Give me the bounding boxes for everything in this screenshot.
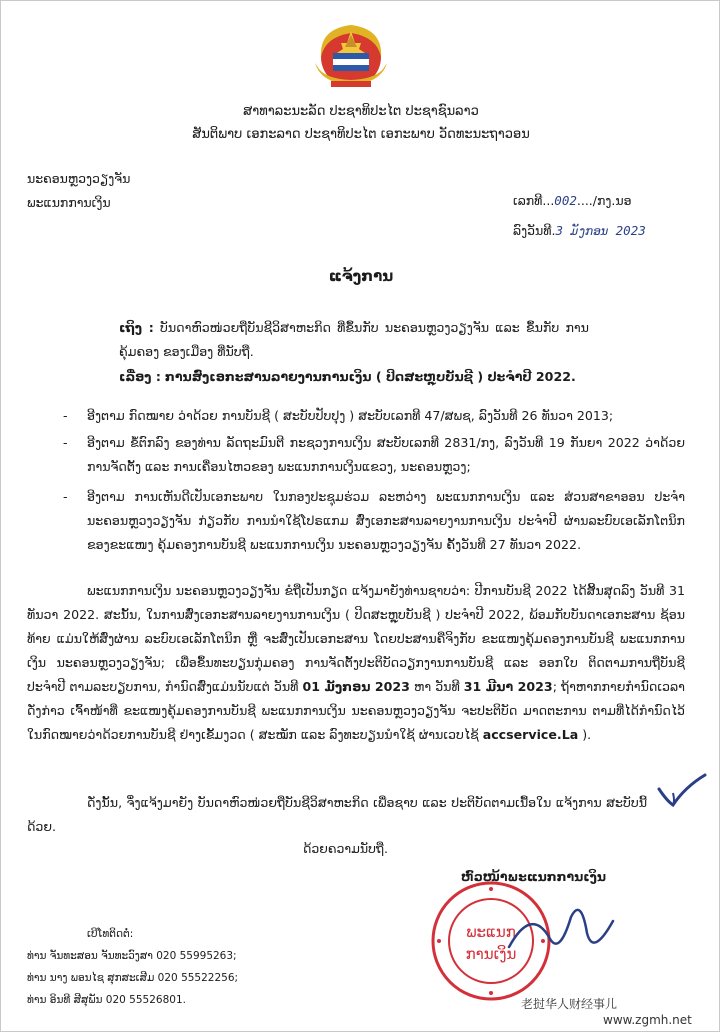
ref-number: ເລກທີ...002..../ກງ.ນອ	[513, 193, 632, 208]
bullet-dash-3: -	[63, 489, 68, 504]
contact-1: ທ່ານ ຈັນທະສອນ ຈັນທະວົງສາ 020 55995263;	[27, 950, 237, 962]
closing-salutation: ດ້ວຍຄວາມນັບຖື.	[303, 841, 388, 856]
document-title: ແຈ້ງການ	[328, 267, 394, 285]
bullet-1: ອີງຕາມ ກົດໝາຍ ວ່າດ້ວຍ ການບັນຊີ ( ສະບັບປັບປຸງ ) ສະບັບເລກທີ 47/ສພຊ, ລົງວັນທີ 26 ທັນວາ 2013;	[87, 408, 614, 423]
stamp-text-2: ການເງິນ	[465, 945, 517, 963]
ref-date-value: 3 ມັງກອນ 2023	[555, 223, 646, 238]
watermark-url: www.zgmh.net	[603, 1013, 692, 1027]
deadline-end: 31 ມີນາ 2023	[463, 679, 553, 694]
watermark-brand: 老挝华人财经事儿	[521, 997, 618, 1011]
ref-number-value: 002	[554, 193, 577, 208]
bullet-2: ອີງຕາມ ຂໍ້ຕົກລົງ ຂອງທ່ານ ລັດຖະມົນຕີ ກະຊວງການເງິນ ສະບັບເລກທີ 2831/ກງ, ລົງວັນທີ 19 ກັນຍາ 2022 ວ່າດ້ວຍ ການຈັດຕັ້ງ ແລະ ການເຄື່ອນໄຫວຂອງ ພະແນກການເງິນແຂວງ, ນະຄອນຫຼວງ;	[87, 435, 685, 474]
ref-date: ລົງວັນທີ.3 ມັງກອນ 2023	[513, 223, 646, 238]
signature-title: ຫົວໜ້າພະແນກການເງິນ	[461, 869, 606, 884]
lao-national-emblem-icon	[301, 17, 401, 91]
deadline-start: 01 ມັງກອນ 2023	[302, 679, 410, 694]
contact-2: ທ່ານ ນາງ ພອນໄຊ ສຸກສະເສີມ 020 55522256;	[27, 972, 239, 984]
contacts-heading: ເບີໂທຕິດຕໍ່:	[87, 928, 134, 940]
signature-scribble	[501, 897, 621, 967]
sender-line-2: ພະແນກການເງິນ	[27, 195, 111, 210]
sender-line-1: ນະຄອນຫຼວງວຽງຈັນ	[27, 171, 131, 186]
to-line-2: ຂອງເມືອງ ທີ່ນັບຖື.	[163, 344, 254, 359]
subject-label: ເລື່ອງ :	[119, 369, 161, 384]
subject-block	[119, 365, 599, 389]
bullet-dash-1: -	[63, 408, 68, 423]
website-link[interactable]: accservice.La	[482, 727, 579, 742]
to-label: ເຖິງ :	[119, 320, 154, 335]
bullet-dash-2: -	[63, 435, 68, 450]
to-line-1: ບັນດາຫົວໜ່ວຍຖືບັນຊີວິສາຫະກິດ ທີ່ຂຶ້ນກັບ ນະຄອນຫຼວງວຽງຈັນ ແລະ ຂຶ້ນກັບ ການຄຸ້ມຄອງ	[119, 320, 589, 359]
subject-text: ການສົ່ງເອກະສານລາຍງານການເງິນ ( ປິດສະຫຼຸບບັນຊີ ) ປະຈຳປີ 2022.	[164, 369, 576, 384]
header-line-1: ສາທາລະນະລັດ ປະຊາທິປະໄຕ ປະຊາຊົນລາວ	[243, 104, 479, 119]
header-line-2: ສັນຕິພາບ ເອກະລາດ ປະຊາທິປະໄຕ ເອກະພາບ ວັດທະນະຖາວອນ	[192, 127, 530, 142]
bullet-3: ອີງຕາມ ການເຫັນດີເປັນເອກະພາບ ໃນກອງປະຊຸມຮ່ວມ ລະຫວ່າງ ພະແນກການເງິນ ແລະ ສ່ວນສາຂາອອນ ປະຈຳ ນະຄອນຫຼວງວຽງຈັນ ກ່ຽວກັບ ການນຳໃຊ້ໂປຣແກມ ສົ່ງເອກະສານລາຍງານການເງິນ ປະຈຳປີ ຜ່ານລະບົບເອເລັກໂຕນິກ ຂອງຂະແໜງ ຄຸ້ມຄອງການບັນຊີ ພະແນກການເງິນ ນະຄອນຫຼວງວຽງຈັນ ຄັ້ງວັນທີ 27 ທັນວາ 2022.	[87, 489, 685, 552]
checkmark-icon	[653, 771, 709, 811]
main-paragraph: ພະແນກການເງິນ ນະຄອນຫຼວງວຽງຈັນ ຂໍຖືເປັນກຽດ ແຈ້ງມາຍັງທ່ານຊາບວ່າ: ປີການບັນຊີ 2022 ໄດ້ສິ້ນສຸດລົງ ວັນທີ 31 ທັນວາ 2022. ສະນັ້ນ, ໃນການສົ່ງເອກະສານລາຍງານການເງິນ ( ປິດສະຫຼຸບບັນຊີ ) ປະຈຳປີ 2022, ພ້ອມກັບບັນດາເອກະສານ ຊ້ອນທ້າຍ ແມ່ນໃຫ້ສົ່ງຜ່ານ ລະບົບເອເລັກໂຕນິກ ຫຼື ຈະສົ່ງເປັນເອກະສານ ໂດຍປະສານຄືຈິງກັບ ຂະແໜງຄຸ້ມຄອງການບັນຊີ ພະແນກການເງິນ ນະຄອນຫຼວງວຽງຈັນ; ເພື່ອຂຶ້ນທະບຽນກຸ່ມຄອງ ການຈັດຕັ້ງປະຕິບັດວຽກງານການບັນຊີ ແລະ ອອກໃບ ຕິດຕາມການຖືບັນຊີ ປະຈຳປີ ຕາມລະບຽບການ, ກຳນົດສົ່ງແມ່ນນັບແຕ່ ວັນທີ 01 ມັງກອນ 2023 ຫາ ວັນທີ 31 ມີນາ 2023; ຖ້າຫາກກາຍກຳນົດເວລາດັ່ງກ່າວ ເຈົ້າໜ້າທີ່ ຂະແໜງຄຸ້ມຄອງການບັນຊີ ພະແນກການເງິນ ນະຄອນຫຼວງວຽງຈັນ ຈະປະຕິບັດ ມາດຕະການ ຕາມທີ່ໄດ້ກຳນົດໄວ້ ໃນກົດໝາຍວ່າດ້ວຍການບັນຊີ ຢ່າງເຂັ້ມງວດ ( ສະໝັກ ແລະ ລົງທະບຽນນຳໃຊ້ ຜ່ານເວບໄຊ້ accservice.La ).	[27, 583, 685, 742]
closing-paragraph: ດັ່ງນັ້ນ, ຈຶ່ງແຈ້ງມາຍັງ ບັນດາຫົວໜ່ວຍຖືບັນຊີວິສາຫະກິດ ເພື່ອຊາບ ແລະ ປະຕິບັດຕາມເນື້ອໃນ ແຈ້ງການ ສະບັບນີ້ດ້ວຍ.	[27, 795, 647, 834]
stamp-text-1: ພະແນກ	[466, 923, 516, 941]
contact-3: ທ່ານ ອິນທີ ສີສຸພັນ 020 55526801.	[27, 994, 186, 1006]
